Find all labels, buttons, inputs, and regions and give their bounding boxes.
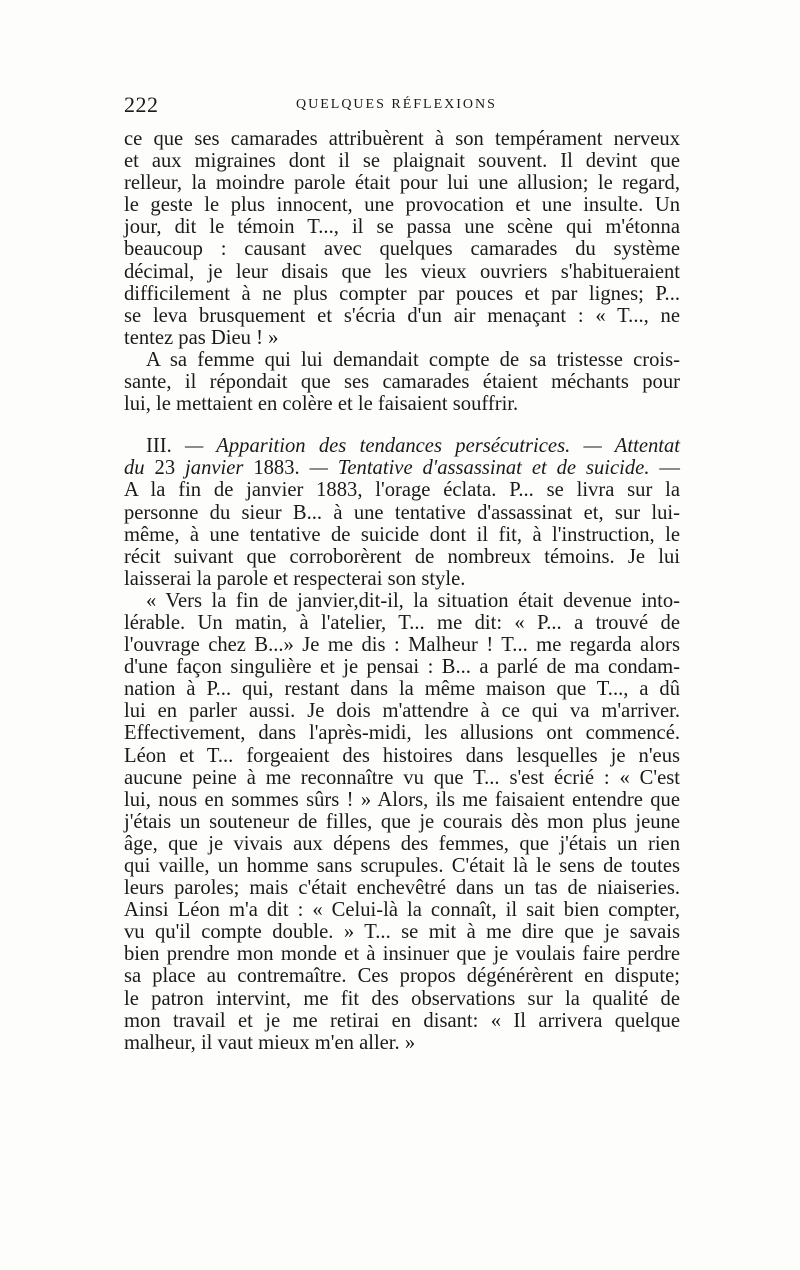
text-line: tentez pas Dieu ! » (124, 326, 279, 349)
section-heading-text: janvier (175, 457, 254, 480)
section-spacer (124, 415, 680, 435)
text-line: lui en parler aussi. Je dois m'attendre à ce qui va m'arriver. (124, 700, 680, 723)
section-heading-text: — Tentative d'assassinat et de suicide. (299, 457, 650, 480)
paragraph-1 (124, 128, 680, 349)
text-line: relleur, la moindre parole était pour lui une allusion; le regard, (124, 172, 680, 195)
text-line: jour, dit le témoin T..., il se passa une scène qui m'étonna (124, 216, 680, 239)
section-iii (124, 435, 680, 590)
text-line: ce que ses camarades attribuèrent à son tempérament nerveux (124, 128, 680, 150)
text-line: bien prendre mon monde et à insinuer que je voulais faire perdre (124, 943, 680, 966)
running-title: QUELQUES RÉFLEXIONS (296, 97, 497, 112)
page-number: 222 (124, 92, 159, 117)
text-line: difficilement à ne plus compter par pouces et par lignes; P... (124, 282, 680, 305)
section-heading-title: — Apparition des tendances persécutrices. — Attentat (171, 435, 680, 458)
text-line: le geste le plus innocent, une provocation et une insulte. Un (124, 194, 680, 217)
text-line: même, à une tentative de suicide dont il fit, à l'instruction, le (124, 523, 680, 546)
paragraph-2 (124, 349, 680, 415)
section-heading-line (124, 435, 680, 457)
text-line: âge, que je vivais aux dépens des femmes, que j'étais un rien (124, 832, 680, 855)
text-line: Ainsi Léon m'a dit : « Celui-là la connaît, il sait bien compter, (124, 899, 680, 922)
text-line: beaucoup : causant avec quelques camarades du système (124, 238, 680, 261)
section-heading-date-day: 23 (154, 457, 176, 480)
running-head (124, 92, 680, 118)
text-line: A la fin de janvier 1883, l'orage éclata. P... se livra sur la (124, 479, 680, 502)
text-line: sante, il répondait que ses camarades étaient méchants pour (124, 371, 680, 394)
text-line: j'étais un souteneur de filles, que je courais dès mon plus jeune (124, 810, 680, 833)
text-line: l'ouvrage chez B...» Je me dis : Malheur ! T... me regarda alors (124, 634, 680, 657)
section-heading-line (124, 457, 680, 479)
section-heading-dash: — (649, 457, 680, 480)
text-line: A sa femme qui lui demandait compte de sa tristesse crois- (146, 348, 680, 371)
text-line: sa place au contremaître. Ces propos dégénérèrent en dispute; (124, 965, 680, 988)
text-line: malheur, il vaut mieux m'en aller. » (124, 1031, 416, 1054)
text-line: le patron intervint, me fit des observations sur la qualité de (124, 987, 680, 1010)
text-line: récit suivant que corroborèrent de nombreux témoins. Je lui (124, 545, 680, 568)
text-line: personne du sieur B... à une tentative d'assassinat et, sur lui- (124, 501, 680, 524)
section-numeral: III. (146, 435, 172, 458)
text-line: d'une façon singulière et je pensai : B... a parlé de ma condam- (124, 656, 680, 679)
section-heading-date-year: 1883. (253, 457, 300, 480)
text-line: vu qu'il compte double. » T... se mit à me dire que je savais (124, 921, 680, 944)
text-line: décimal, je leur disais que les vieux ouvriers s'habitueraient (124, 260, 680, 283)
text-line: qui vaille, un homme sans scrupules. C'était là le sens de toutes (124, 855, 680, 877)
text-line: lérable. Un matin, à l'atelier, T... me dit: « P... a trouvé de (124, 611, 680, 634)
text-line: se leva brusquement et s'écria d'un air menaçant : « T..., ne (124, 304, 680, 327)
body-text (124, 128, 680, 1054)
text-line: mon travail et je me retirai en disant: « Il arrivera quelque (124, 1009, 680, 1032)
text-line: Léon et T... forgeaient des histoires dans lesquelles je n'eus (124, 744, 680, 767)
text-line: aucune peine à me reconnaître vu que T... s'est écrié : « C'est (124, 766, 680, 789)
text-line: « Vers la fin de janvier,dit-il, la situation était devenue into- (146, 589, 680, 612)
text-line: et aux migraines dont il se plaignait souvent. Il devint que (124, 150, 680, 173)
text-line: lui, le mettaient en colère et le faisaient souffrir. (124, 393, 519, 416)
text-line: nation à P... qui, restant dans la même maison que T..., a dû (124, 678, 680, 701)
text-line: Effectivement, dans l'après-midi, les allusions ont commencé. (124, 722, 680, 745)
paragraph-4 (124, 590, 680, 1054)
text-line: laisserai la parole et respecterai son style. (124, 567, 466, 590)
text-line: leurs paroles; mais c'était enchevêtré dans un tas de niaiseries. (124, 877, 680, 900)
section-heading-text: du (124, 457, 155, 480)
text-line: lui, nous en sommes sûrs ! » Alors, ils me faisaient entendre que (124, 788, 680, 811)
